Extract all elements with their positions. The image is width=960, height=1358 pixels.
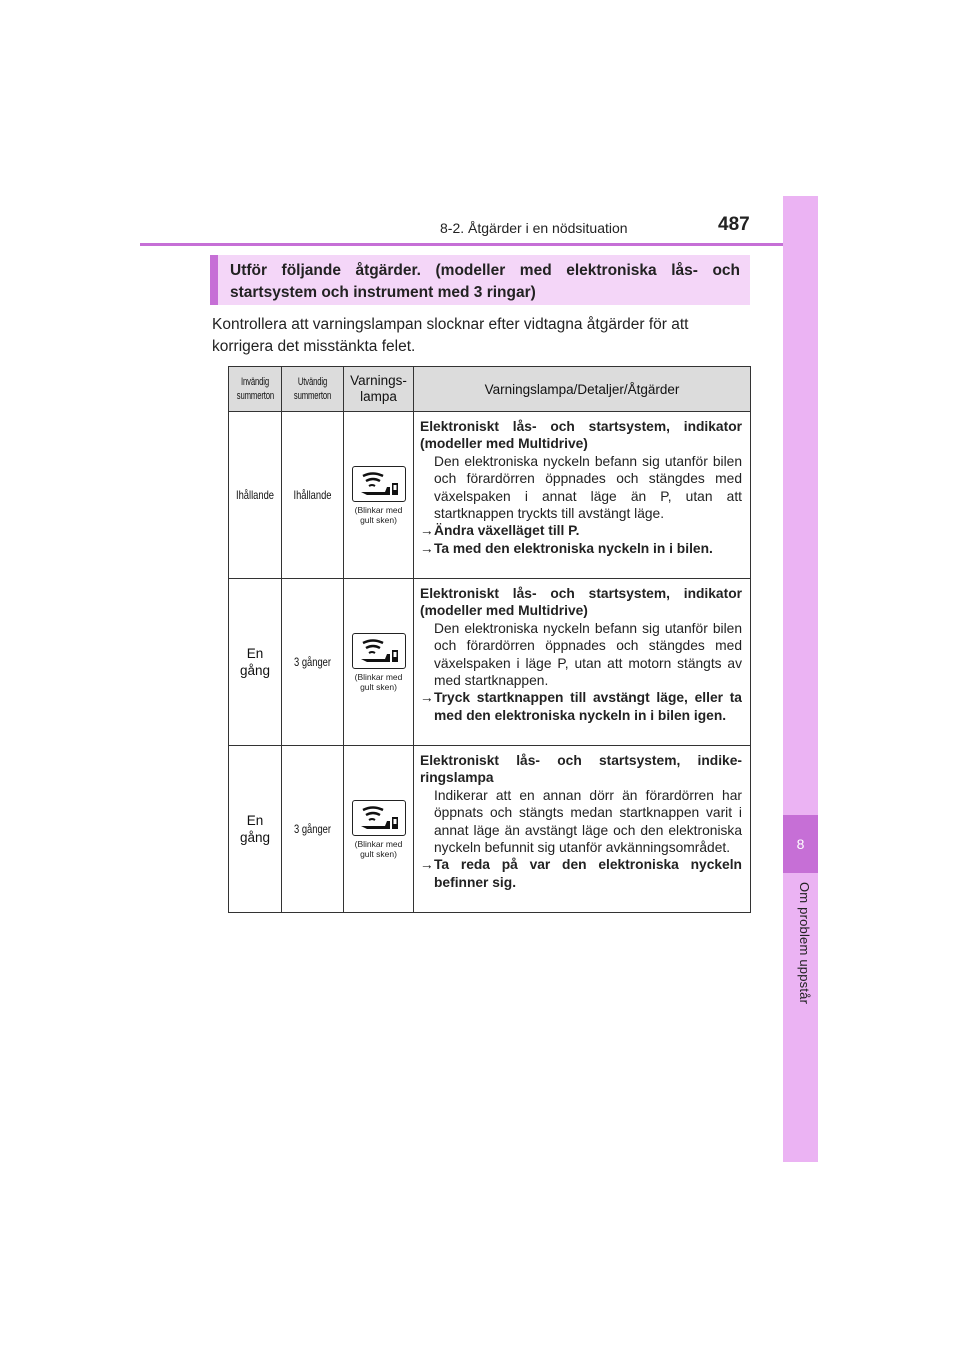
warning-action: → Tryck startknappen till avstängt läge, eller ta med den elektroniska nyckeln in i bilen igen.	[420, 690, 742, 723]
cell-outside-buzzer: 3 gånger	[282, 579, 344, 746]
cell-details	[414, 579, 751, 746]
cell-details	[414, 746, 751, 913]
section-heading: Utför följande åtgärder. (modeller med elektroniska lås- och startsystem och instrument med 3 ringar)	[210, 255, 750, 305]
warning-action: → Ändra växelläget till P.	[420, 523, 580, 539]
header-section-title: 8-2. Åtgärder i en nödsituation	[440, 220, 628, 236]
lamp-caption: (Blinkar med gult sken)	[354, 671, 403, 692]
warning-description: Indikerar att en annan dörr än förardörren har öppnats och stängts medan startknappen varit i annat läge än avstängt läge och den elektroniska nyckeln befunnit sig utanför avkänningsområdet.	[434, 787, 742, 856]
table-header-row	[229, 367, 751, 412]
table-row	[229, 746, 751, 913]
cell-warning-lamp	[344, 412, 414, 579]
cell-inside-buzzer: En gång	[229, 746, 282, 913]
warning-table	[228, 366, 751, 913]
side-chapter-number: 8	[783, 815, 818, 873]
table-row	[229, 579, 751, 746]
warning-title: Elektroniskt lås- och startsystem, indike-ringslampa	[420, 753, 742, 786]
header-warning-lamp: Varnings- lampa	[344, 367, 414, 412]
arrow-icon: →	[420, 690, 434, 706]
arrow-icon: →	[420, 857, 434, 873]
cell-inside-buzzer: Ihållande	[229, 412, 282, 579]
smart-key-warning-icon	[352, 466, 406, 502]
warning-title: Elektroniskt lås- och startsystem, indikator (modeller med Multidrive)	[420, 419, 742, 452]
arrow-icon: →	[420, 523, 434, 539]
header-outside-buzzer: Utvändig summerton	[282, 367, 344, 412]
warning-action: → Ta reda på var den elektroniska nyckeln befinner sig.	[420, 857, 742, 890]
lamp-caption: (Blinkar med gult sken)	[354, 838, 403, 859]
header-rule	[140, 243, 818, 246]
warning-title: Elektroniskt lås- och startsystem, indikator (modeller med Multidrive)	[420, 586, 742, 619]
page-number: 487	[718, 214, 750, 235]
cell-warning-lamp	[344, 579, 414, 746]
table-row	[229, 412, 751, 579]
section-intro: Kontrollera att varningslampan slocknar efter vidtagna åtgärder för att korrigera det misstänkta felet.	[212, 316, 689, 355]
arrow-icon: →	[420, 540, 434, 556]
cell-warning-lamp	[344, 746, 414, 913]
side-chapter-title: Om problem uppstår	[797, 882, 812, 1005]
smart-key-warning-icon	[352, 800, 406, 836]
header-details: Varningslampa/Detaljer/Åtgärder	[414, 367, 751, 412]
warning-action: → Ta med den elektroniska nyckeln in i bilen.	[420, 540, 713, 556]
cell-outside-buzzer: 3 gånger	[282, 746, 344, 913]
warning-description: Den elektroniska nyckeln befann sig utanför bilen och förardörren öppnades och stängdes med växelspaken i annat läge än P, utan att startknappen tryckts till avstängt läge.	[434, 453, 742, 522]
warning-description: Den elektroniska nyckeln befann sig utanför bilen och förardörren öppnades och stängdes med växelspaken i läge P, utan att motorn stängts av med startknappen.	[434, 620, 742, 689]
cell-outside-buzzer: Ihållande	[282, 412, 344, 579]
cell-inside-buzzer: En gång	[229, 579, 282, 746]
smart-key-warning-icon	[352, 633, 406, 669]
header-inside-buzzer: Invändig summerton	[229, 367, 282, 412]
lamp-caption: (Blinkar med gult sken)	[354, 504, 403, 525]
cell-details	[414, 412, 751, 579]
